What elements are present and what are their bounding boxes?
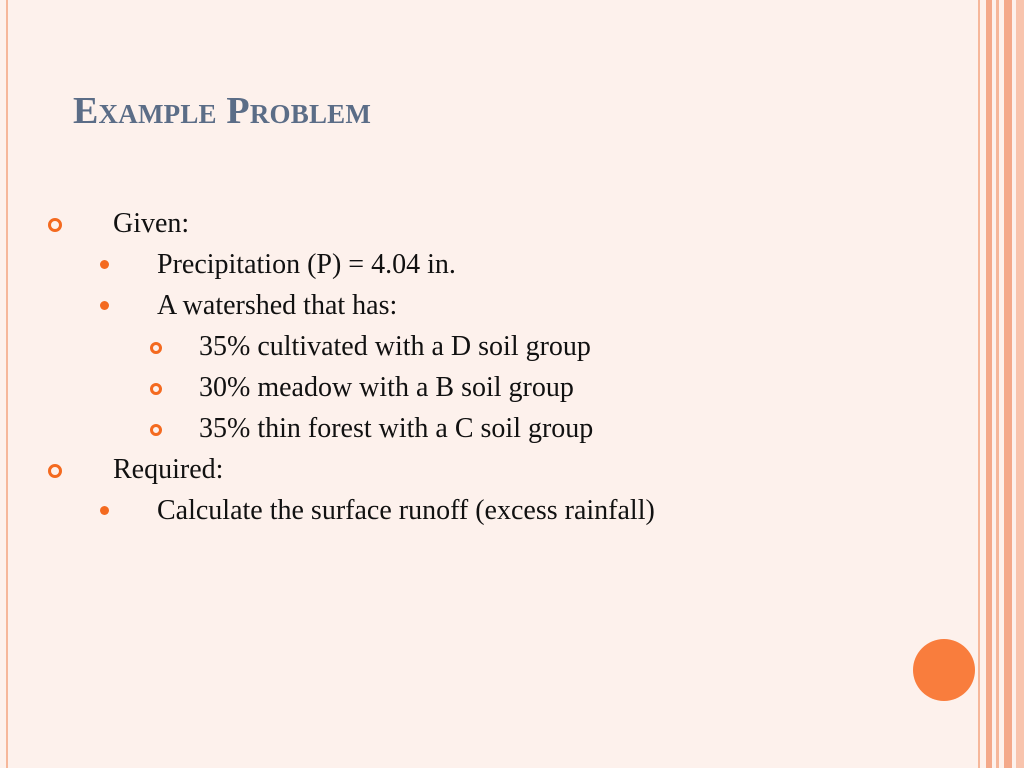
bullet-forest-label: 35% thin forest with a C soil group [199,413,594,444]
orange-circle-icon [913,639,975,701]
bullet-required [0,449,960,490]
right-frame-line-3 [996,0,999,768]
right-frame-line-1 [978,0,980,768]
dot-bullet-icon [98,285,118,326]
dot-bullet-icon [98,490,118,531]
small-ring-bullet-icon [148,367,168,408]
slide-title: Example Problem [73,90,372,132]
bullet-meadow [0,367,960,408]
dot-bullet-icon [98,244,118,285]
bullet-cultivated [0,326,960,367]
bullet-watershed-label: A watershed that has: [157,290,398,321]
bullet-runoff [0,490,960,531]
ring-bullet-icon [46,449,66,490]
bullet-runoff-label: Calculate the surface runoff (excess rainfall) [157,495,655,526]
bullet-watershed [0,285,960,326]
right-frame-line-2 [986,0,992,768]
small-ring-bullet-icon [148,326,168,367]
bullet-precipitation [0,244,960,285]
bullet-given-label: Given: [113,208,190,239]
bullet-meadow-label: 30% meadow with a B soil group [199,372,574,403]
bullet-required-label: Required: [113,454,224,485]
bullet-cultivated-label: 35% cultivated with a D soil group [199,331,591,362]
small-ring-bullet-icon [148,408,168,449]
bullet-list [0,203,960,531]
right-frame-line-4 [1004,0,1012,768]
bullet-forest [0,408,960,449]
right-frame-line-5 [1016,0,1024,768]
bullet-precipitation-label: Precipitation (P) = 4.04 in. [157,249,456,280]
ring-bullet-icon [46,203,66,244]
bullet-given [0,203,960,244]
